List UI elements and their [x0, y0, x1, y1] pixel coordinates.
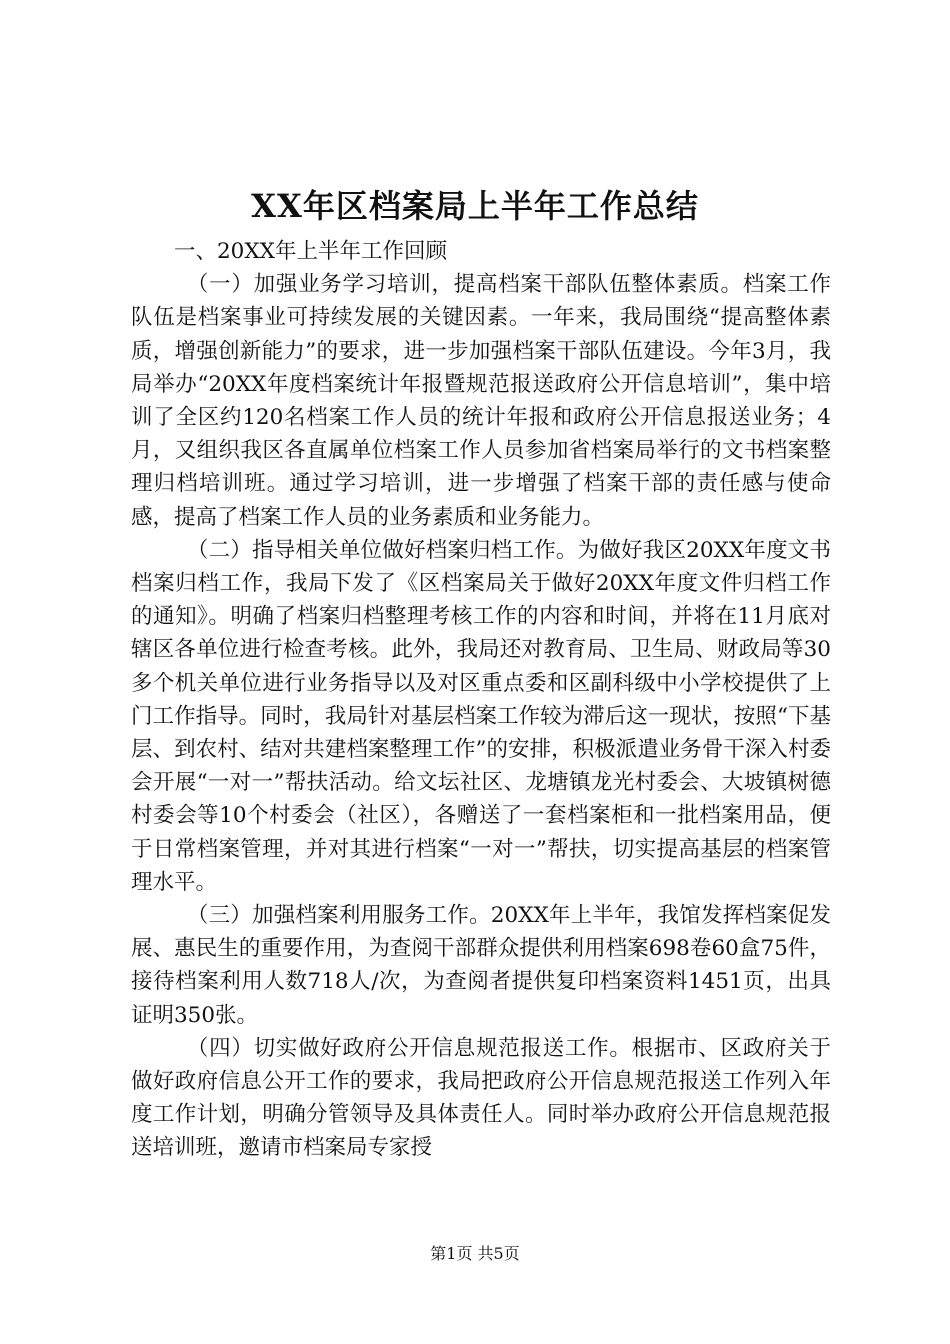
paragraph: （一）加强业务学习培训，提高档案干部队伍整体素质。档案工作队伍是档案事业可持续发展的关键因素。一年来，我局围绕“提高整体素质，增强创新能力”的要求，进一步加强档案干部队伍建设。今年3月，我局举办“20XX年度档案统计年报暨规范报送政府公开信息培训”，集中培训了全区约120名档案工作人员的统计年报和政府公开信息报送业务；4月，又组织我区各直属单位档案工作人员参加省档案局举行的文书档案整理归档培训班。通过学习培训，进一步增强了档案干部的责任感与使命感，提高了档案工作人员的业务素质和业务能力。: [131, 272, 831, 530]
document-body: [131, 235, 831, 1165]
document-title: XX年区档案局上半年工作总结: [251, 187, 699, 225]
section-heading: 一、20XX年上半年工作回顾: [174, 239, 447, 264]
paragraph: （三）加强档案利用服务工作。20XX年上半年，我馆发挥档案促发展、惠民生的重要作用，为查阅干部群众提供利用档案698卷60盒75件，接待档案利用人数718人/次，为查阅者提供复印档案资料1451页，出具证明350张。: [131, 903, 831, 1028]
paragraph: （二）指导相关单位做好档案归档工作。为做好我区20XX年度文书档案归档工作，我局下发了《区档案局关于做好20XX年度文件归档工作的通知》。明确了档案归档整理考核工作的内容和时间，并将在11月底对辖区各单位进行检查考核。此外，我局还对教育局、卫生局、财政局等30多个机关单位进行业务指导以及对区重点委和区副科级中小学校提供了上门工作指导。同时，我局针对基层档案工作较为滞后这一现状，按照“下基层、到农村、结对共建档案整理工作”的安排，积极派遣业务骨干深入村委会开展“一对一”帮扶活动。给文坛社区、龙塘镇龙光村委会、大坡镇树德村委会等10个村委会（社区），各赠送了一套档案柜和一批档案用品，便于日常档案管理，并对其进行档案“一对一”帮扶，切实提高基层的档案管理水平。: [131, 537, 831, 895]
paragraph: （四）切实做好政府公开信息规范报送工作。根据市、区政府关于做好政府信息公开工作的要求，我局把政府公开信息规范报送工作列入年度工作计划，明确分管领导及具体责任人。同时举办政府公开信息规范报送培训班，邀请市档案局专家授: [131, 1035, 831, 1161]
page-footer: 第1页 共5页: [430, 1244, 520, 1263]
